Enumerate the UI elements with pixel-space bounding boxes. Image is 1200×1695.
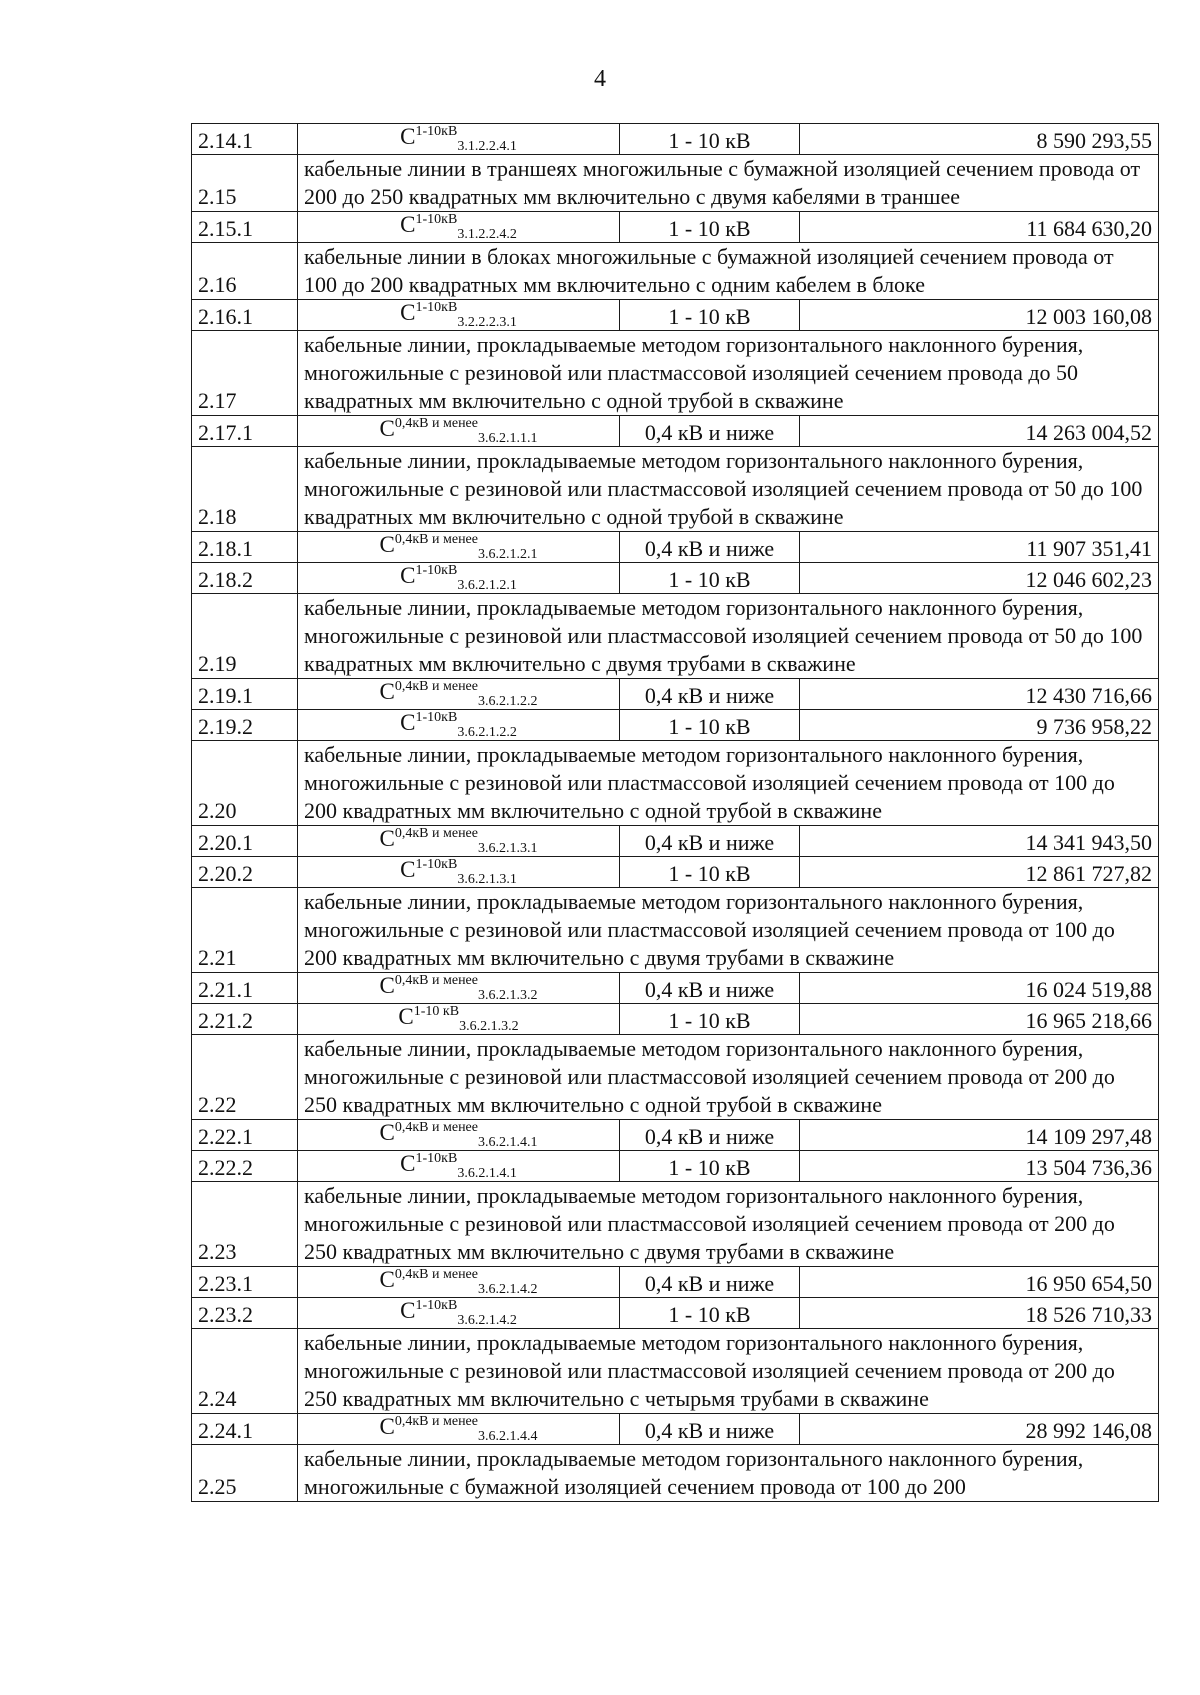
section-row	[192, 1182, 1159, 1267]
rate-code-index: 3.6.2.1.4.1	[457, 1166, 517, 1181]
rate-code-index: 3.6.2.1.2.1	[477, 547, 538, 562]
section-number: 2.15	[192, 155, 298, 212]
item-number: 2.20.1	[192, 826, 298, 857]
section-row	[192, 741, 1159, 826]
rate-code-letter: С	[379, 1267, 395, 1292]
voltage-level: 1 - 10 кВ	[620, 1151, 800, 1182]
section-row	[192, 331, 1159, 416]
voltage-level: 0,4 кВ и ниже	[620, 1120, 800, 1151]
rate-code-index: 3.6.2.1.3.2	[477, 988, 538, 1003]
rate-code-index: 3.6.2.1.4.4	[477, 1429, 538, 1444]
rate-code-letter: С	[379, 1414, 395, 1439]
rate-value: 11 907 351,41	[800, 532, 1159, 563]
item-number: 2.24.1	[192, 1414, 298, 1445]
rate-code-letter: С	[400, 857, 416, 882]
section-description: кабельные линии, прокладываемые методом горизонтального наклонного бурения, многожильные с резиновой или пластмассовой изоляцией сечением провода до 50 квадратных мм включительно с одной трубой в скважине	[298, 331, 1159, 416]
voltage-level: 1 - 10 кВ	[620, 857, 800, 888]
table-row	[192, 1120, 1159, 1151]
rate-code-voltage-class: 1-10кВ	[415, 1151, 458, 1166]
rate-code-letter: С	[379, 416, 395, 441]
rate-code	[298, 973, 620, 1004]
section-number: 2.22	[192, 1035, 298, 1120]
rate-code-letter: С	[379, 679, 395, 704]
rate-code	[298, 563, 620, 594]
section-number: 2.18	[192, 447, 298, 532]
section-description: кабельные линии, прокладываемые методом горизонтального наклонного бурения, многожильные с бумажной изоляцией сечением провода от 100 до 200	[298, 1445, 1159, 1502]
item-number: 2.15.1	[192, 212, 298, 243]
rate-code-letter: С	[379, 826, 395, 851]
rate-code-index: 3.6.2.1.2.2	[457, 725, 517, 740]
rate-code-voltage-class: 0,4кВ и менее	[394, 532, 478, 547]
section-description: кабельные линии, прокладываемые методом горизонтального наклонного бурения, многожильные с резиновой или пластмассовой изоляцией сечением провода от 100 до 200 квадратных мм включительно с одной трубой в скважине	[298, 741, 1159, 826]
rate-code	[298, 532, 620, 563]
section-description: кабельные линии в блоках многожильные с бумажной изоляцией сечением провода от 100 до 200 квадратных мм включительно с одним кабелем в блоке	[298, 243, 1159, 300]
rate-code-letter: С	[400, 563, 416, 588]
item-number: 2.21.1	[192, 973, 298, 1004]
rate-code-index: 3.6.2.1.2.1	[457, 578, 517, 593]
item-number: 2.19.2	[192, 710, 298, 741]
rate-code-letter: С	[379, 532, 395, 557]
item-number: 2.18.1	[192, 532, 298, 563]
item-number: 2.18.2	[192, 563, 298, 594]
section-description: кабельные линии, прокладываемые методом горизонтального наклонного бурения, многожильные с резиновой или пластмассовой изоляцией сечением провода от 100 до 200 квадратных мм включительно с двумя трубами в скважине	[298, 888, 1159, 973]
voltage-level: 1 - 10 кВ	[620, 1004, 800, 1035]
voltage-level: 1 - 10 кВ	[620, 710, 800, 741]
rate-value: 12 003 160,08	[800, 300, 1159, 331]
section-number: 2.17	[192, 331, 298, 416]
table-row	[192, 124, 1159, 155]
tariff-table	[191, 123, 1159, 1502]
section-description: кабельные линии в траншеях многожильные с бумажной изоляцией сечением провода от 200 до 250 квадратных мм включительно с двумя кабелями в траншее	[298, 155, 1159, 212]
rate-code-voltage-class: 0,4кВ и менее	[394, 1267, 478, 1282]
rate-code-voltage-class: 0,4кВ и менее	[394, 1414, 478, 1429]
table-row	[192, 710, 1159, 741]
rate-code-letter: С	[400, 1298, 416, 1323]
rate-code-index: 3.1.2.2.4.1	[457, 139, 517, 154]
rate-code-voltage-class: 1-10кВ	[415, 212, 458, 227]
rate-code-voltage-class: 1-10кВ	[415, 124, 458, 139]
rate-code-voltage-class: 1-10кВ	[415, 563, 458, 578]
voltage-level: 1 - 10 кВ	[620, 563, 800, 594]
section-description: кабельные линии, прокладываемые методом горизонтального наклонного бурения, многожильные с резиновой или пластмассовой изоляцией сечением провода от 200 до 250 квадратных мм включительно с одной трубой в скважине	[298, 1035, 1159, 1120]
item-number: 2.23.1	[192, 1267, 298, 1298]
item-number: 2.14.1	[192, 124, 298, 155]
rate-code-voltage-class: 1-10кВ	[415, 857, 458, 872]
section-description: кабельные линии, прокладываемые методом горизонтального наклонного бурения, многожильные с резиновой или пластмассовой изоляцией сечением провода от 200 до 250 квадратных мм включительно с двумя трубами в скважине	[298, 1182, 1159, 1267]
rate-code-index: 3.1.2.2.4.2	[457, 227, 517, 242]
rate-code-letter: С	[379, 1120, 395, 1145]
section-number: 2.19	[192, 594, 298, 679]
rate-code	[298, 124, 620, 155]
rate-value: 12 430 716,66	[800, 679, 1159, 710]
rate-code-index: 3.6.2.1.3.2	[459, 1019, 519, 1034]
rate-code-letter: С	[400, 710, 416, 735]
table-row	[192, 532, 1159, 563]
rate-code-letter: С	[400, 212, 416, 237]
item-number: 2.17.1	[192, 416, 298, 447]
section-number: 2.20	[192, 741, 298, 826]
voltage-level: 1 - 10 кВ	[620, 212, 800, 243]
item-number: 2.21.2	[192, 1004, 298, 1035]
rate-code-letter: С	[398, 1004, 414, 1029]
table-row	[192, 973, 1159, 1004]
table-row	[192, 1298, 1159, 1329]
voltage-level: 1 - 10 кВ	[620, 124, 800, 155]
section-number: 2.24	[192, 1329, 298, 1414]
section-number: 2.23	[192, 1182, 298, 1267]
item-number: 2.20.2	[192, 857, 298, 888]
rate-code	[298, 212, 620, 243]
rate-code-voltage-class: 1-10кВ	[415, 1298, 458, 1313]
rate-code-voltage-class: 0,4кВ и менее	[394, 416, 478, 431]
section-row	[192, 155, 1159, 212]
voltage-level: 0,4 кВ и ниже	[620, 973, 800, 1004]
table-row	[192, 563, 1159, 594]
rate-value: 16 965 218,66	[800, 1004, 1159, 1035]
voltage-level: 0,4 кВ и ниже	[620, 532, 800, 563]
section-row	[192, 243, 1159, 300]
section-description: кабельные линии, прокладываемые методом горизонтального наклонного бурения, многожильные с резиновой или пластмассовой изоляцией сечением провода от 50 до 100 квадратных мм включительно с двумя трубами в скважине	[298, 594, 1159, 679]
rate-value: 18 526 710,33	[800, 1298, 1159, 1329]
table-row	[192, 1004, 1159, 1035]
voltage-level: 1 - 10 кВ	[620, 1298, 800, 1329]
rate-code	[298, 1151, 620, 1182]
rate-value: 12 861 727,82	[800, 857, 1159, 888]
rate-code-index: 3.2.2.2.3.1	[457, 315, 517, 330]
section-number: 2.21	[192, 888, 298, 973]
table-row	[192, 1267, 1159, 1298]
rate-code	[298, 1414, 620, 1445]
rate-value: 9 736 958,22	[800, 710, 1159, 741]
table-row	[192, 857, 1159, 888]
tariff-table-body	[192, 124, 1159, 1502]
voltage-level: 0,4 кВ и ниже	[620, 1267, 800, 1298]
rate-code-voltage-class: 0,4кВ и менее	[394, 973, 478, 988]
rate-code	[298, 300, 620, 331]
rate-value: 28 992 146,08	[800, 1414, 1159, 1445]
section-row	[192, 594, 1159, 679]
rate-code-voltage-class: 1-10 кВ	[413, 1004, 460, 1019]
rate-code-index: 3.6.2.1.1.1	[477, 431, 538, 446]
voltage-level: 0,4 кВ и ниже	[620, 679, 800, 710]
rate-value: 12 046 602,23	[800, 563, 1159, 594]
section-row	[192, 447, 1159, 532]
rate-code	[298, 1298, 620, 1329]
rate-code-letter: С	[400, 300, 416, 325]
rate-code-voltage-class: 0,4кВ и менее	[394, 1120, 478, 1135]
item-number: 2.23.2	[192, 1298, 298, 1329]
table-row	[192, 212, 1159, 243]
section-description: кабельные линии, прокладываемые методом горизонтального наклонного бурения, многожильные с резиновой или пластмассовой изоляцией сечением провода от 200 до 250 квадратных мм включительно с четырьмя трубами в скважине	[298, 1329, 1159, 1414]
rate-code	[298, 1004, 620, 1035]
rate-code-index: 3.6.2.1.2.2	[477, 694, 538, 709]
rate-value: 14 341 943,50	[800, 826, 1159, 857]
voltage-level: 0,4 кВ и ниже	[620, 416, 800, 447]
rate-code	[298, 857, 620, 888]
rate-code-voltage-class: 0,4кВ и менее	[394, 679, 478, 694]
rate-code-index: 3.6.2.1.3.1	[457, 872, 517, 887]
rate-code	[298, 679, 620, 710]
table-row	[192, 300, 1159, 331]
rate-code	[298, 416, 620, 447]
section-number: 2.25	[192, 1445, 298, 1502]
rate-value: 16 024 519,88	[800, 973, 1159, 1004]
rate-code-letter: С	[400, 124, 416, 149]
table-row	[192, 826, 1159, 857]
rate-code-index: 3.6.2.1.4.2	[457, 1313, 517, 1328]
page-number: 4	[594, 66, 606, 92]
rate-code-letter: С	[400, 1151, 416, 1176]
rate-value: 16 950 654,50	[800, 1267, 1159, 1298]
item-number: 2.19.1	[192, 679, 298, 710]
voltage-level: 0,4 кВ и ниже	[620, 826, 800, 857]
voltage-level: 1 - 10 кВ	[620, 300, 800, 331]
rate-code-letter: С	[379, 973, 395, 998]
item-number: 2.16.1	[192, 300, 298, 331]
rate-code	[298, 1267, 620, 1298]
rate-code-index: 3.6.2.1.4.1	[477, 1135, 538, 1150]
item-number: 2.22.2	[192, 1151, 298, 1182]
rate-value: 14 109 297,48	[800, 1120, 1159, 1151]
table-row	[192, 679, 1159, 710]
rate-value: 13 504 736,36	[800, 1151, 1159, 1182]
rate-value: 8 590 293,55	[800, 124, 1159, 155]
rate-code	[298, 1120, 620, 1151]
rate-code	[298, 710, 620, 741]
table-row	[192, 1151, 1159, 1182]
rate-code-index: 3.6.2.1.4.2	[477, 1282, 538, 1297]
rate-code-index: 3.6.2.1.3.1	[477, 841, 538, 856]
rate-code	[298, 826, 620, 857]
table-row	[192, 1414, 1159, 1445]
item-number: 2.22.1	[192, 1120, 298, 1151]
rate-code-voltage-class: 1-10кВ	[415, 710, 458, 725]
rate-code-voltage-class: 1-10кВ	[415, 300, 458, 315]
section-description: кабельные линии, прокладываемые методом горизонтального наклонного бурения, многожильные с резиновой или пластмассовой изоляцией сечением провода от 50 до 100 квадратных мм включительно с одной трубой в скважине	[298, 447, 1159, 532]
rate-value: 14 263 004,52	[800, 416, 1159, 447]
section-row	[192, 888, 1159, 973]
table-row	[192, 416, 1159, 447]
voltage-level: 0,4 кВ и ниже	[620, 1414, 800, 1445]
section-row	[192, 1035, 1159, 1120]
section-number: 2.16	[192, 243, 298, 300]
section-row	[192, 1329, 1159, 1414]
rate-value: 11 684 630,20	[800, 212, 1159, 243]
rate-code-voltage-class: 0,4кВ и менее	[394, 826, 478, 841]
section-row	[192, 1445, 1159, 1502]
